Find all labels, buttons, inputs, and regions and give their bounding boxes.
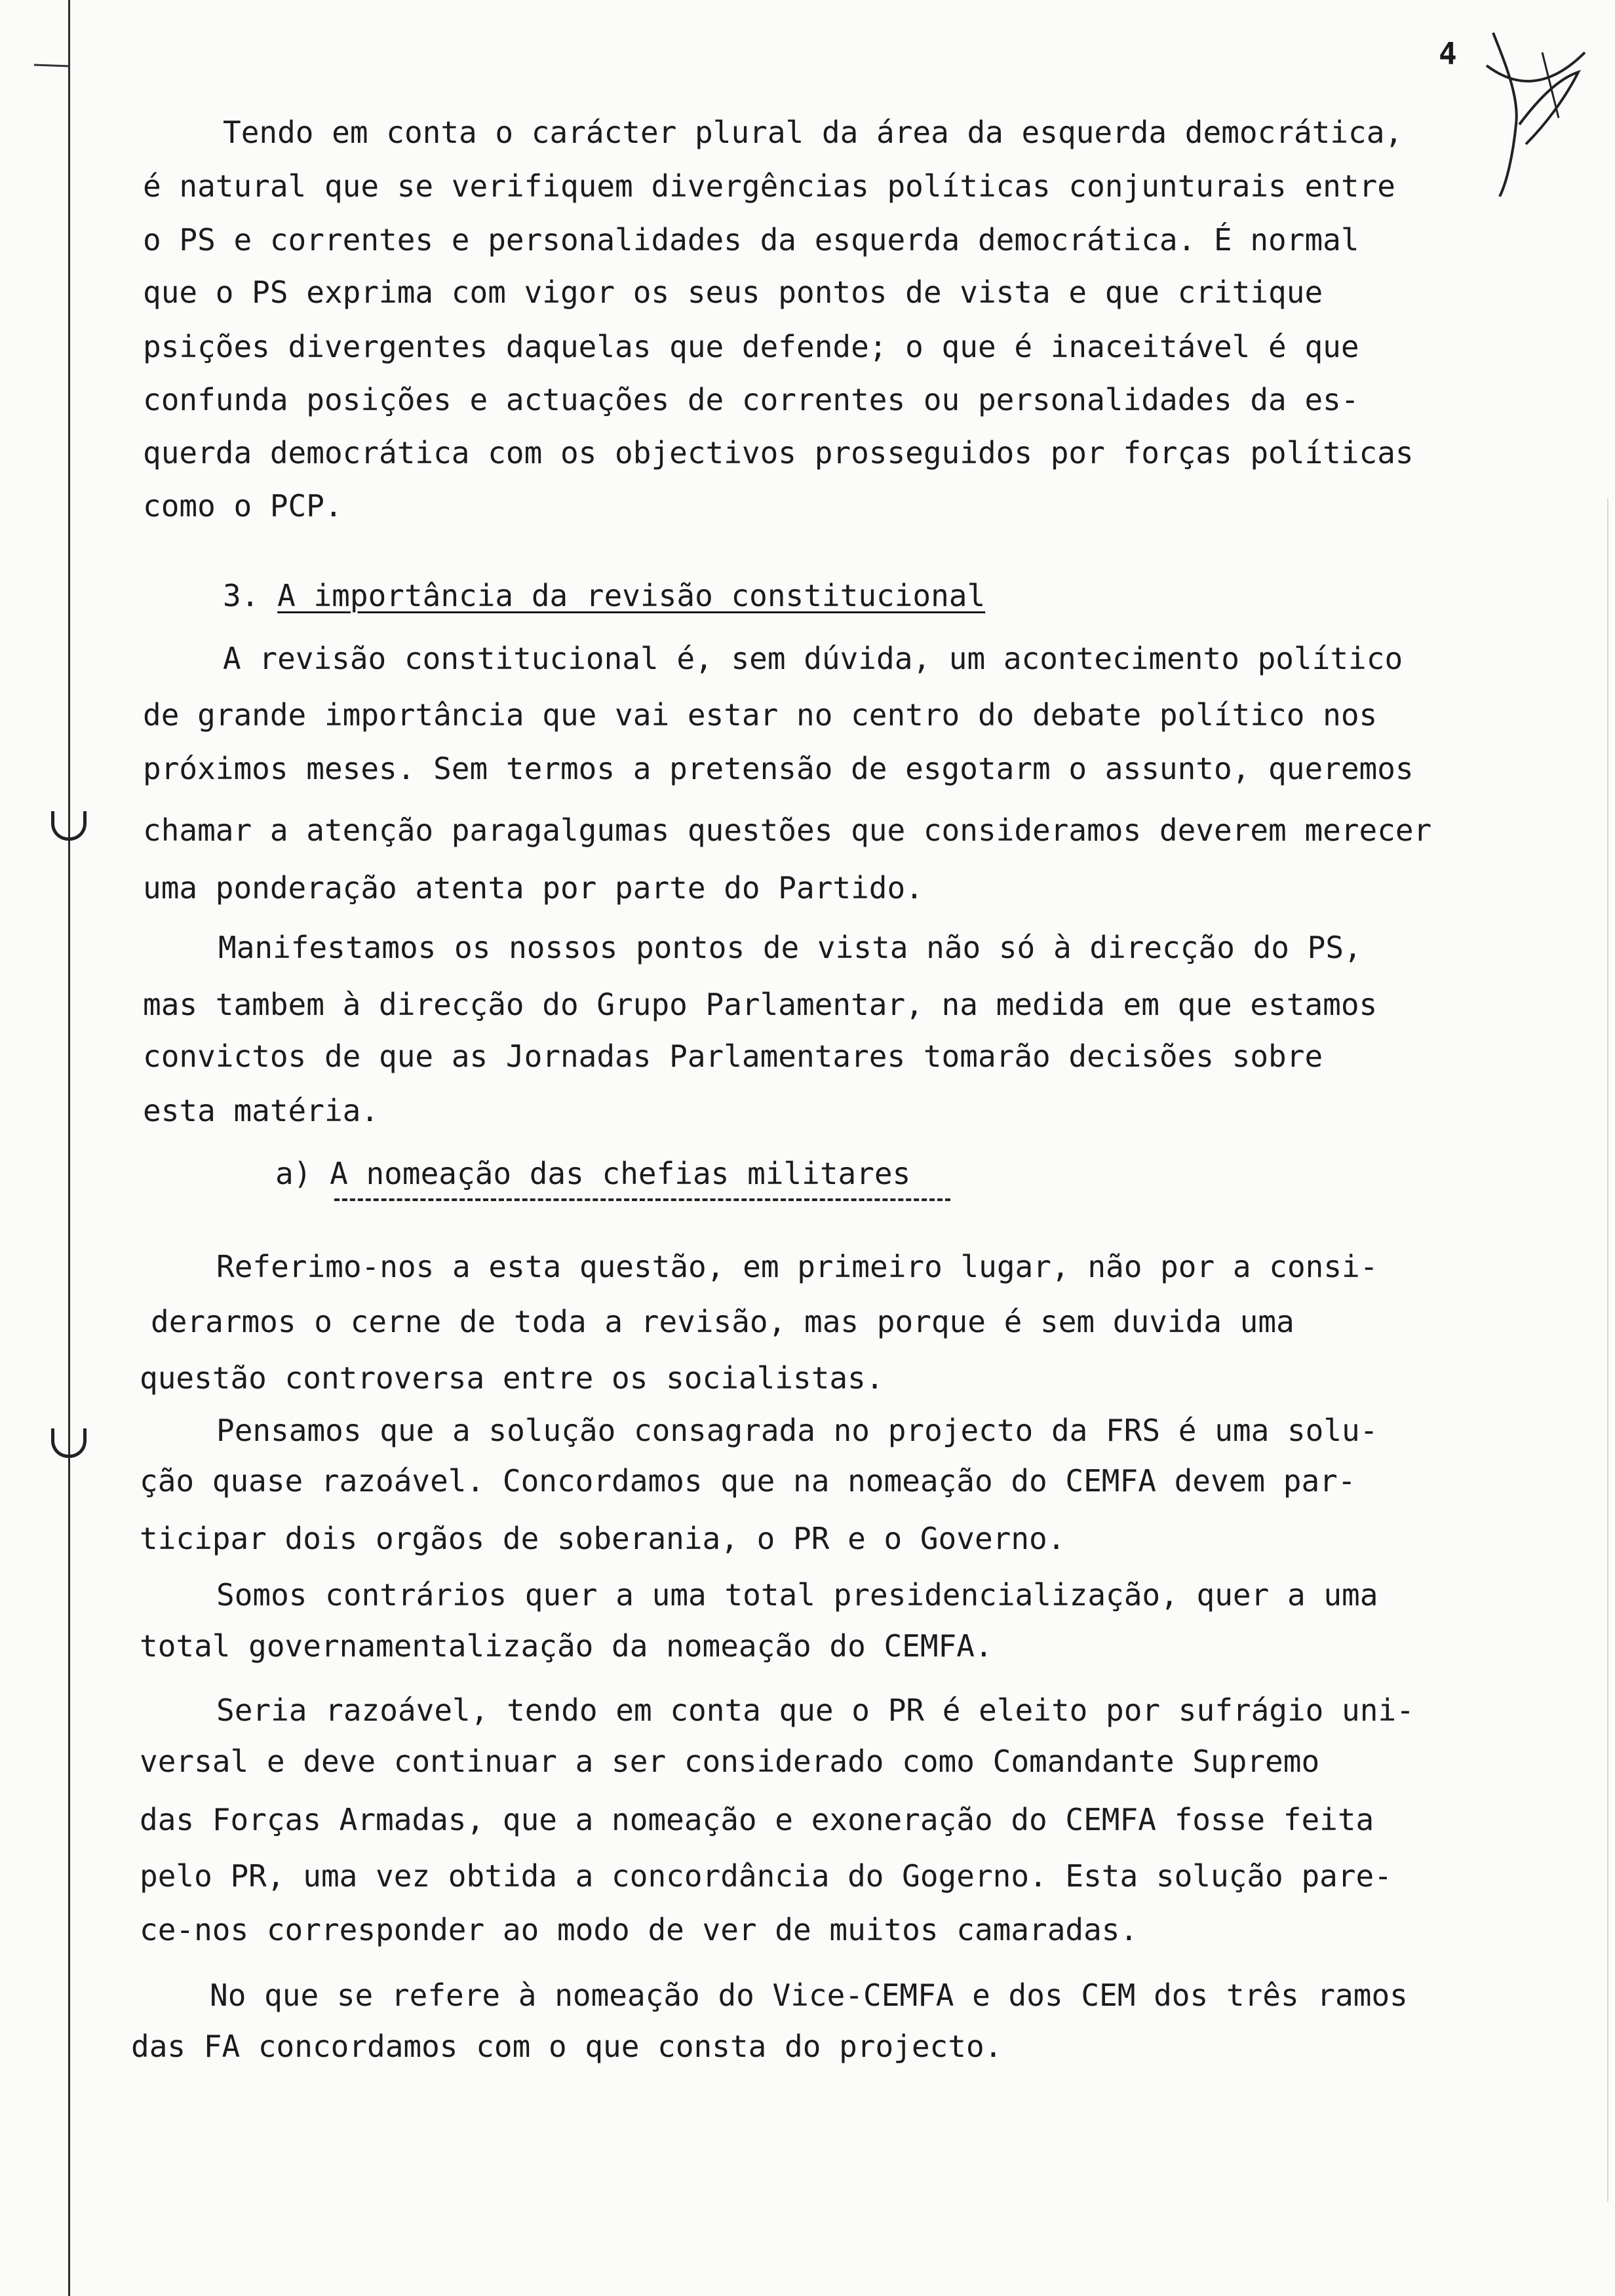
punch-hole-mark: [51, 1428, 87, 1458]
paragraph-line: ticipar dois orgãos de soberania, o PR e o Governo.: [140, 1521, 1066, 1556]
paragraph-line: Seria razoável, tendo em conta que o PR é eleito por sufrágio uni-: [216, 1693, 1414, 1728]
paragraph-line: de grande importância que vai estar no centro do debate político nos: [143, 697, 1378, 733]
paragraph-line: chamar a atenção paragalgumas questões que consideramos deverem merecer: [143, 813, 1432, 848]
section-number: 3.: [223, 578, 260, 613]
paragraph-line: próximos meses. Sem termos a pretensão de esgotarm o assunto, queremos: [143, 751, 1414, 786]
section-heading: [223, 578, 985, 613]
subsection-title: A nomeação das chefias militares: [330, 1156, 911, 1191]
paragraph-line: uma ponderação atenta por parte do Partido.: [143, 870, 924, 906]
paragraph-line: confunda posições e actuações de correntes ou personalidades da es-: [143, 382, 1359, 417]
paragraph-line: o PS e correntes e personalidades da esquerda democrática. É normal: [143, 222, 1359, 258]
paragraph-line: mas tambem à direcção do Grupo Parlamentar, na medida em que estamos: [143, 987, 1378, 1022]
paragraph-line: como o PCP.: [143, 488, 343, 524]
subsection-marker: a): [275, 1156, 312, 1191]
punch-hole-mark: [51, 811, 87, 841]
paragraph-line: total governamentalização da nomeação do CEMFA.: [140, 1628, 993, 1664]
paragraph-line: das Forças Armadas, que a nomeação e exoneração do CEMFA fosse feita: [140, 1802, 1374, 1837]
subsection-dashed-underline: [334, 1198, 950, 1201]
paragraph-line: psições divergentes daquelas que defende; o que é inaceitável é que: [143, 329, 1359, 364]
paragraph-line: versal e deve continuar a ser considerado como Comandante Supremo: [140, 1744, 1320, 1779]
paragraph-line: pelo PR, uma vez obtida a concordância do Gogerno. Esta solução pare-: [140, 1858, 1392, 1894]
margin-tick-mark: [34, 62, 73, 69]
page-edge-shadow: [1607, 498, 1608, 2202]
paragraph-line: Referimo-nos a esta questão, em primeiro lugar, não por a consi-: [216, 1249, 1378, 1284]
paragraph-line: que o PS exprima com vigor os seus pontos de vista e que critique: [143, 275, 1323, 310]
paragraph-line: Pensamos que a solução consagrada no projecto da FRS é uma solu-: [216, 1413, 1378, 1448]
paragraph-line: derarmos o cerne de toda a revisão, mas porque é sem duvida uma: [151, 1304, 1294, 1339]
paragraph-line: ção quase razoável. Concordamos que na nomeação do CEMFA devem par-: [140, 1463, 1356, 1499]
paragraph-line: No que se refere à nomeação do Vice-CEMFA e dos CEM dos três ramos: [210, 1978, 1408, 2013]
paragraph-line: das FA concordamos com o que consta do projecto.: [131, 2029, 1003, 2064]
binder-margin-line: [68, 0, 70, 2296]
paragraph-line: Tendo em conta o carácter plural da área da esquerda democrática,: [223, 115, 1403, 150]
paragraph-line: querda democrática com os objectivos prosseguidos por forças políticas: [143, 435, 1414, 470]
paragraph-line: Manifestamos os nossos pontos de vista não só à direcção do PS,: [218, 930, 1362, 965]
signature-mark: [1480, 26, 1591, 197]
paragraph-line: convictos de que as Jornadas Parlamentares tomarão decisões sobre: [143, 1039, 1323, 1074]
paragraph-line: Somos contrários quer a uma total presidencialização, quer a uma: [216, 1577, 1378, 1613]
paragraph-line: é natural que se verifiquem divergências políticas conjunturais entre: [143, 168, 1395, 204]
section-title: A importância da revisão constitucional: [277, 578, 986, 613]
paragraph-line: A revisão constitucional é, sem dúvida, um acontecimento político: [223, 641, 1403, 676]
subsection-heading: [275, 1156, 910, 1191]
paragraph-line: ce-nos corresponder ao modo de ver de muitos camaradas.: [140, 1912, 1138, 1947]
paragraph-line: esta matéria.: [143, 1093, 379, 1128]
page-number: 4: [1439, 36, 1457, 71]
paragraph-line: questão controversa entre os socialistas.: [140, 1360, 884, 1396]
